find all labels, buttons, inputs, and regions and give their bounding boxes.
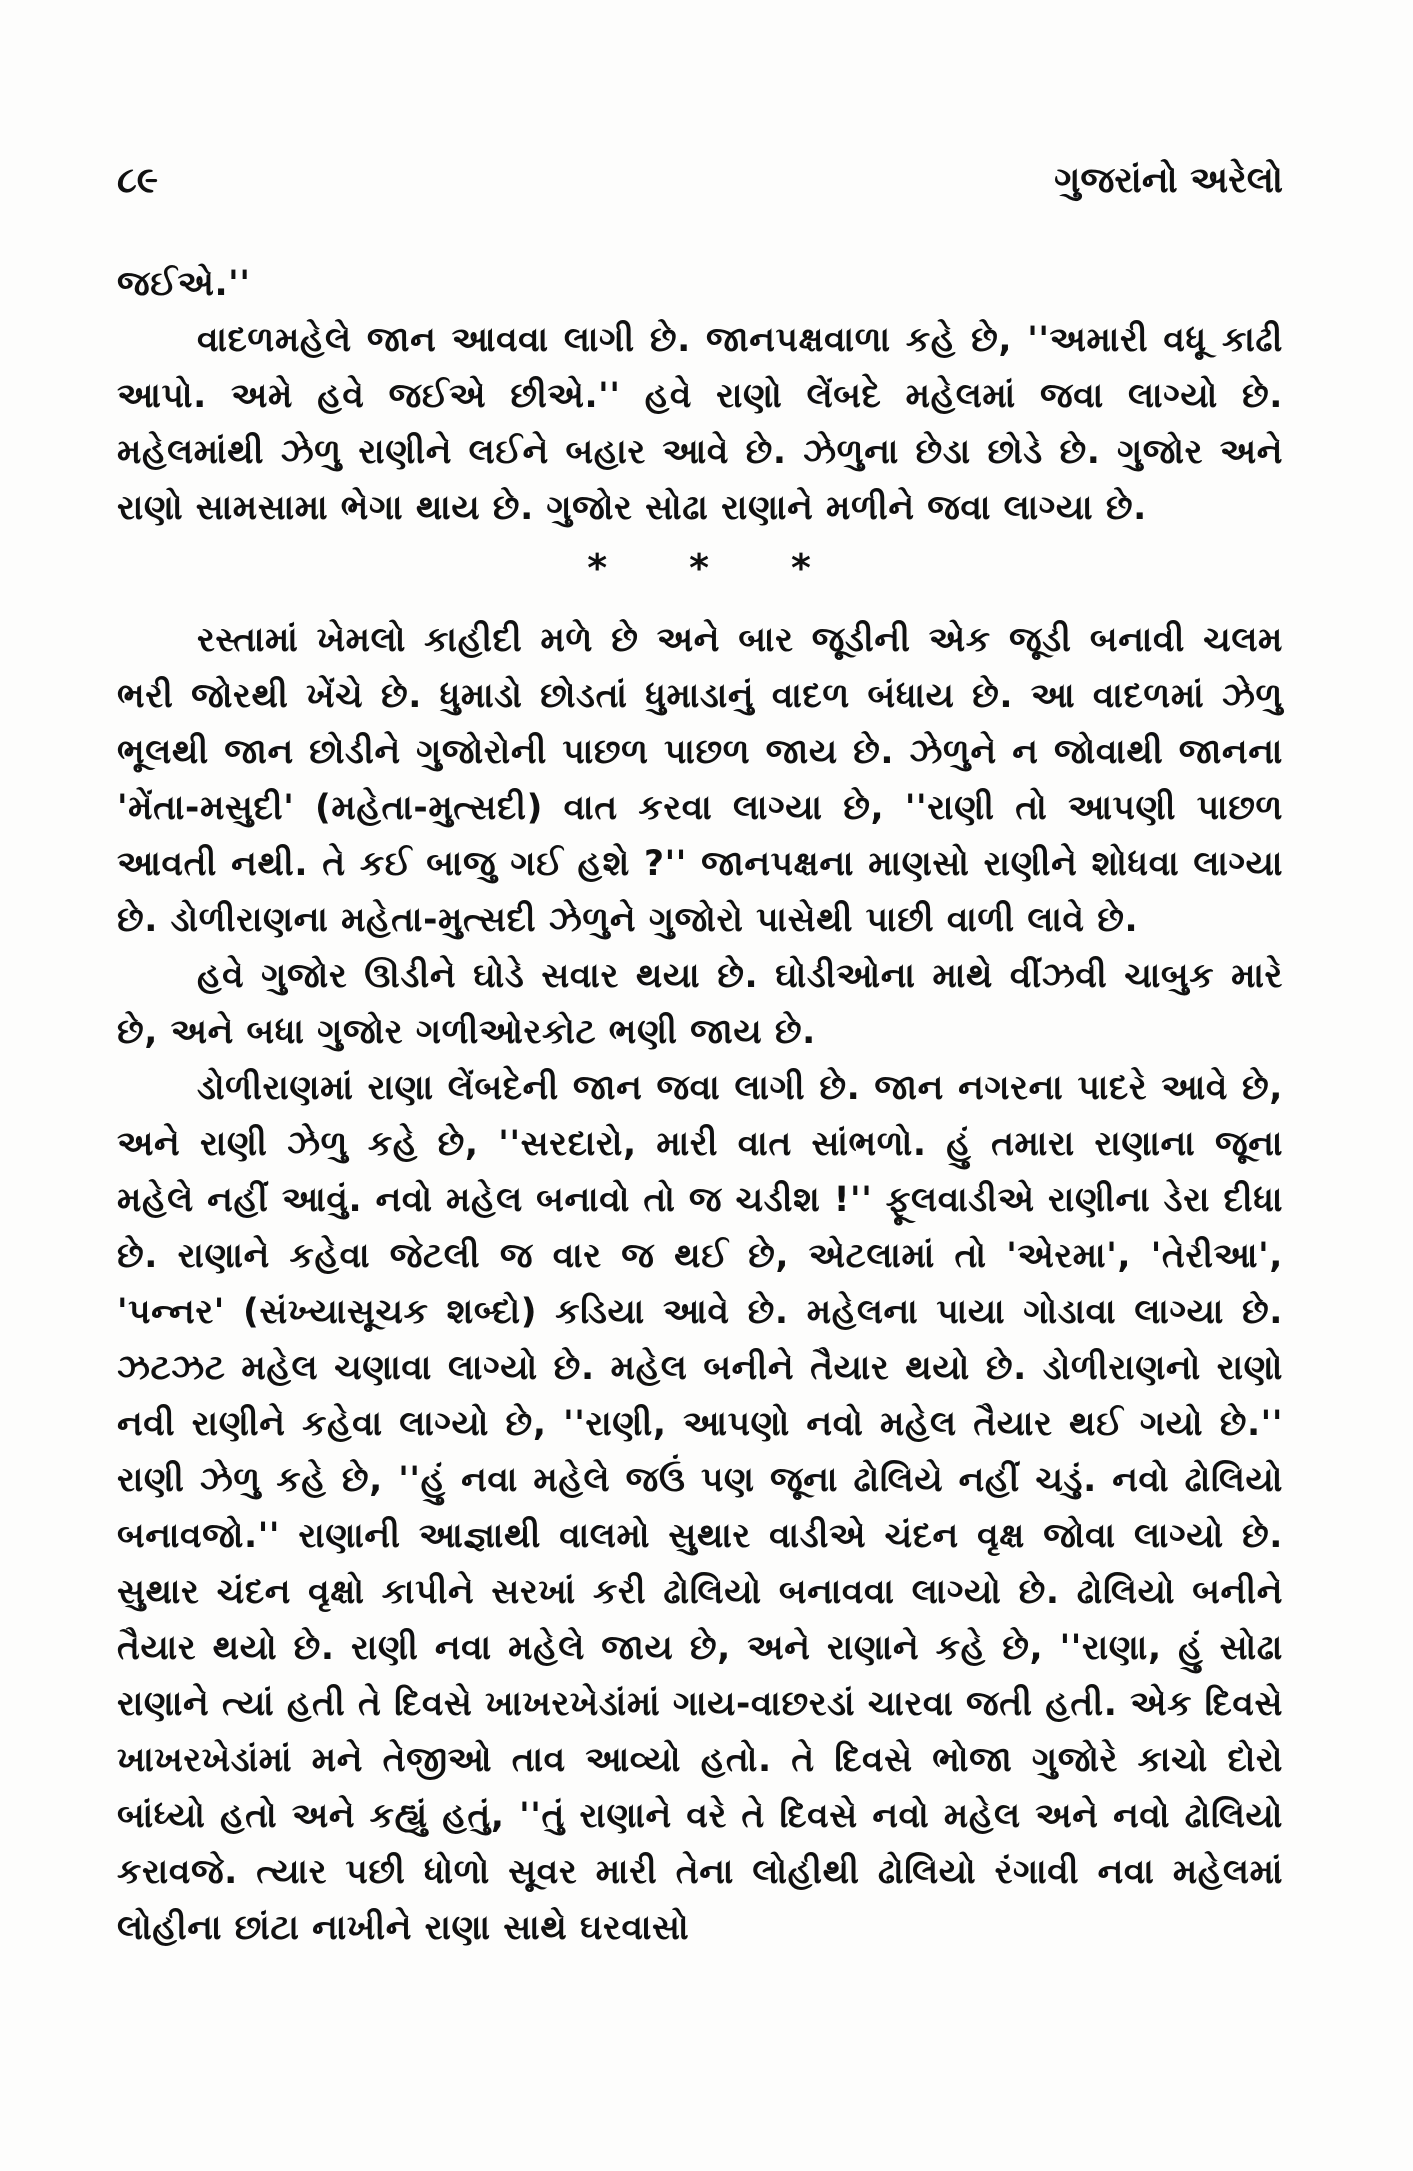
- separator-asterisk: *: [790, 546, 813, 590]
- paragraph: ડોળીરાણમાં રાણા લેંબદેની જાન જવા લાગી છે. જાન નગરના પાદરે આવે છે, અને રાણી ઝેળુ કહે છે, ''સરદારો, મારી વાત સાંભળો. હું તમારા રાણાના જૂના મહેલે નહીં આવું. નવો મહેલ બનાવો તો જ ચડીશ !'' ફૂલવાડીએ રાણીના ડેરા દીધા છે. રાણાને કહેવા જેટલી જ વાર જ થઈ છે, એટલામાં તો 'એરમા', 'તેરીઆ', 'પન્નર' (સંખ્યાસૂચક શબ્દો) કડિયા આવે છે. મહેલના પાયા ગોડાવા લાગ્યા છે. ઝટઝટ મહેલ ચણાવા લાગ્યો છે. મહેલ બનીને તૈયાર થયો છે. ડોળીરાણનો રાણો નવી રાણીને કહેવા લાગ્યો છે, ''રાણી, આપણો નવો મહેલ તૈયાર થઈ ગયો છે.'' રાણી ઝેળુ કહે છે, ''હું નવા મહેલે જઉં પણ જૂના ઢોલિયે નહીં ચડું. નવો ઢોલિયો બનાવજો.'' રાણાની આજ્ઞાથી વાલમો સુથાર વાડીએ ચંદન વૃક્ષ જોવા લાગ્યો છે. સુથાર ચંદન વૃક્ષો કાપીને સરખાં કરી ઢોલિયો બનાવવા લાગ્યો છે. ઢોલિયો બનીને તૈયાર થયો છે. રાણી નવા મહેલે જાય છે, અને રાણાને કહે છે, ''રાણા, હું સોઢા રાણાને ત્યાં હતી તે દિવસે ખાખરખેડાંમાં ગાય-વાછરડાં ચારવા જતી હતી. એક દિવસે ખાખરખેડાંમાં મને તેજીઓ તાવ આવ્યો હતો. તે દિવસે ભોજા ગુજોરે કાચો દોરો બાંધ્યો હતો અને કહ્યું હતું, ''તું રાણાને વરે તે દિવસે નવો મહેલ અને નવો ઢોલિયો કરાવજે. ત્યાર પછી ધોળો સૂવર મારી તેના લોહીથી ઢોલિયો રંગાવી નવા મહેલમાં લોહીના છાંટા નાખીને રાણા સાથે ઘરવાસો: [117, 1068, 1283, 1948]
- paragraph: હવે ગુજોર ઊડીને ઘોડે સવાર થયા છે. ઘોડીઓના માથે વીંઝવી ચાબુક મારે છે, અને બધા ગુજોર ગળીઓરકોટ ભણી જાય છે.: [117, 956, 1283, 1052]
- page-number: ૮૯: [117, 160, 159, 201]
- separator-asterisk: *: [689, 546, 711, 590]
- running-header: [117, 160, 1283, 256]
- section-separator: [117, 536, 1283, 592]
- continuation-line: જઈએ.'': [117, 264, 251, 304]
- body-text: [117, 256, 1283, 1956]
- paragraph: રસ્તામાં ખેમલો કાહીદી મળે છે અને બાર જૂડીની એક જૂડી બનાવી ચલમ ભરી જોરથી ખેંચે છે. ધુમાડો છોડતાં ધુમાડાનું વાદળ બંધાય છે. આ વાદળમાં ઝેળુ ભૂલથી જાન છોડીને ગુજોરોની પાછળ પાછળ જાય છે. ઝેળુને ન જોવાથી જાનના 'મેંતા-મસુદી' (મહેતા-મુત્સદી) વાત કરવા લાગ્યા છે, ''રાણી તો આપણી પાછળ આવતી નથી. તે કઈ બાજુ ગઈ હશે ?'' જાનપક્ષના માણસો રાણીને શોધવા લાગ્યા છે. ડોળીરાણના મહેતા-મુત્સદી ઝેળુને ગુજોરો પાસેથી પાછી વાળી લાવે છે.: [117, 620, 1283, 940]
- book-title: ગુજરાંનો અરેલો: [1054, 160, 1283, 201]
- paragraph: વાદળમહેલે જાન આવવા લાગી છે. જાનપક્ષવાળા કહે છે, ''અમારી વધૂ કાઢી આપો. અમે હવે જઈએ છીએ.'' હવે રાણો લેંબદે મહેલમાં જવા લાગ્યો છે. મહેલમાંથી ઝેળુ રાણીને લઈને બહાર આવે છે. ઝેળુના છેડા છોડે છે. ગુજોર અને રાણો સામસામા ભેગા થાય છે. ગુજોર સોઢા રાણાને મળીને જવા લાગ્યા છે.: [117, 320, 1283, 528]
- separator-asterisk: *: [587, 546, 610, 590]
